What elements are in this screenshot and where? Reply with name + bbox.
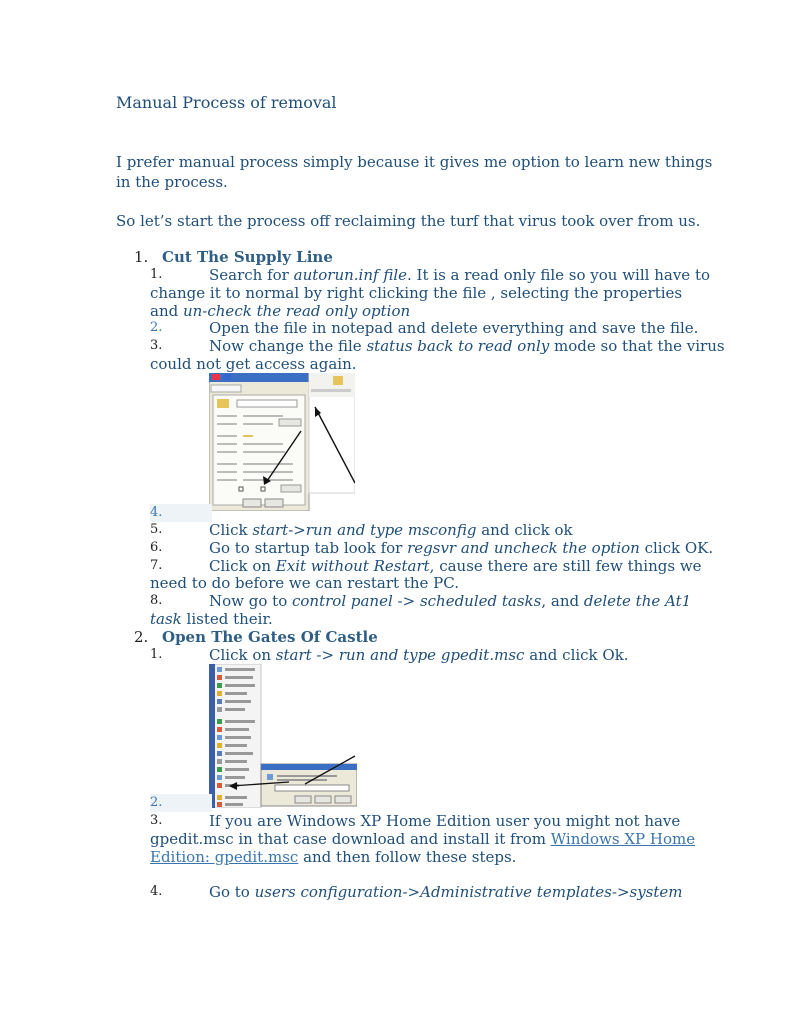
section-heading: Cut The Supply Line [162, 248, 333, 266]
windows-xp-gpedit-link[interactable]: Windows XP Home [550, 830, 696, 848]
document-page: Manual Process of removal I prefer manual process simply because it gives me option to learn new things in the process. So let’s start the process off reclaiming the turf that virus took over from us. 1. Cut The Supply Line 1. Search for autorun.inf file. It is a read only file so you will have to change it to normal by right clicking the file , selecting the properties and un-check the read only option 2. Open the file in notepad and delete everything and save the file. 3. Now change the file status back to read only mode so that the virus could not get access again. 4. 5. Click start->run and type msconfig and click ok 6. Go to startup tab look for regsvr and uncheck the option click OK. 7. Click on Exit without Restart, cause there are still few things we need to do before we can restart the PC. 8. Now go to control panel -> scheduled tasks, and delete the At1 task listed their. 2. Open The Gates Of Castle 1. Click on start -> run and type gpedit.msc and click Ok. 2. 3. If you are Windows XP Home Edition user you might not have gpedit.msc in that case download and install it from Windows XP Home Edition: gpedit.msc and then follow these steps. 4. Go to users configuration->Administrative templates->system [116, 93, 725, 901]
list-item-continuation: could not get access again. [150, 355, 357, 373]
intro-paragraph-line: in the process. [116, 173, 228, 191]
properties-dialog-screenshot [209, 373, 355, 511]
section-heading: Open The Gates Of Castle [162, 628, 378, 646]
windows-xp-gpedit-link[interactable]: Edition: gpedit.msc [150, 848, 299, 866]
section-number: 1. [134, 248, 149, 266]
list-item-continuation: need to do before we can restart the PC. [150, 574, 459, 592]
list-item-continuation: change it to normal by right clicking the file , selecting the properties [150, 284, 683, 302]
list-item-continuation: gpedit.msc in that case download and install it from Windows XP Home [150, 830, 696, 848]
section-number: 2. [134, 628, 149, 646]
start-menu-run-screenshot [209, 664, 357, 808]
properties-dialog-illustration-icon [209, 373, 355, 511]
intro-paragraph: So let’s start the process off reclaiming the turf that virus took over from us. [116, 212, 701, 230]
intro-paragraph-line: I prefer manual process simply because it gives me option to learn new things [116, 153, 713, 171]
list-item-continuation: task listed their. [150, 610, 273, 628]
start-menu-run-illustration-icon [209, 664, 357, 808]
list-item-continuation: and un-check the read only option [150, 302, 411, 320]
page-title: Manual Process of removal [116, 93, 337, 112]
list-item-continuation: Edition: gpedit.msc and then follow these steps. [150, 848, 517, 866]
